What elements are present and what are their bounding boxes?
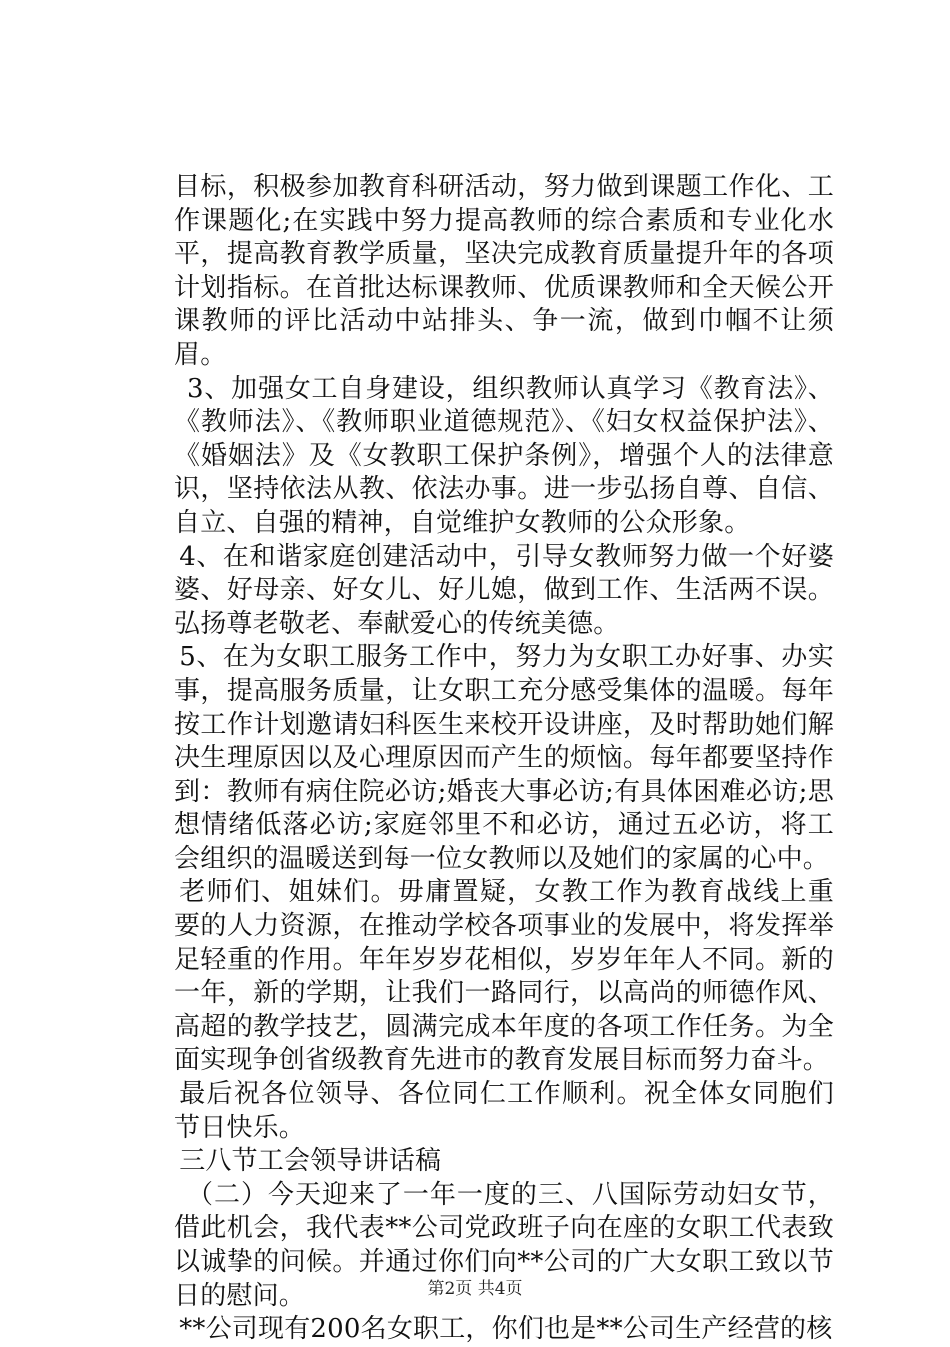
paragraph-6: 最后祝各位领导、各位同仁工作顺利。祝全体女同胞们节日快乐。 [174, 1079, 834, 1143]
page-number-footer: 第2页 共4页 [427, 1279, 523, 1299]
paragraph-1: 目标，积极参加教育科研活动，努力做到课题工作化、工作课题化;在实践中努力提高教师的综合素质和专业化水平，提高教育教学质量，坚决完成教育质量提升年的各项计划指标。在首批达标课教师、优质课教师和全天候公开课教师的评比活动中站排头、争一流，做到巾帼不让须眉。 [174, 172, 834, 370]
section-heading: 三八节工会领导讲话稿 [179, 1146, 442, 1177]
paragraph-8: **公司现有200名女职工，你们也是**公司生产经营的核 [179, 1314, 833, 1345]
paragraph-2: 3、加强女工自身建设，组织教师认真学习《教育法》、《教师法》、《教师职业道德规范》、《妇女权益保护法》、《婚姻法》及《女教职工保护条例》，增强个人的法律意识，坚持依法从教、依法办事。进一步弘扬自尊、自信、自立、自强的精神，自觉维护女教师的公众形象。 [174, 373, 834, 538]
paragraph-7: （二）今天迎来了一年一度的三、八国际劳动妇女节，借此机会，我代表**公司党政班子向在座的女职工代表致以诚挚的问候。并通过你们向**公司的广大女职工致以节日的慰问。 [174, 1179, 834, 1311]
paragraph-4: 5、在为女职工服务工作中，努力为女职工办好事、办实事，提高服务质量，让女职工充分感受集体的温暖。每年按工作计划邀请妇科医生来校开设讲座，及时帮助她们解决生理原因以及心理原因而产生的烦恼。每年都要坚持作到：教师有病住院必访;婚丧大事必访;有具体困难必访;思想情绪低落必访;家庭邻里不和必访，通过五必访，将工会组织的温暖送到每一位女教师以及她们的家属的心中。 [174, 642, 834, 874]
paragraph-3: 4、在和谐家庭创建活动中，引导女教师努力做一个好婆婆、好母亲、好女儿、好儿媳，做到工作、生活两不误。弘扬尊老敬老、奉献爱心的传统美德。 [174, 541, 834, 639]
paragraph-5: 老师们、姐妹们。毋庸置疑，女教工作为教育战线上重要的人力资源，在推动学校各项事业的发展中，将发挥举足轻重的作用。年年岁岁花相似，岁岁年年人不同。新的一年，新的学期，让我们一路同行，以高尚的师德作风、高超的教学技艺，圆满完成本年度的各项工作任务。为全面实现争创省级教育先进市的教育发展目标而努力奋斗。 [174, 877, 834, 1076]
body-text [174, 171, 834, 1347]
